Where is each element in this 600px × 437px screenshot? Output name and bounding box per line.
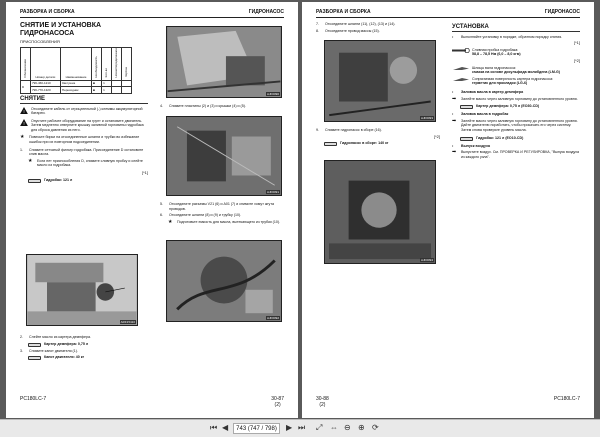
page-footer — [20, 396, 284, 412]
damper-capacity-note: Картер демпфера: 0,75 л — [28, 342, 148, 347]
header-section: РАЗБОРКА И СБОРКА — [20, 9, 75, 15]
page-header — [316, 8, 580, 18]
header-topic: ГИДРОНАСОС — [544, 9, 580, 15]
step-1: 1. Снимите сетчатый фильтр гидробака. Присоединение D остановите слив масла. — [20, 147, 144, 157]
tank-capacity-note: Гидробак: 121 л — [28, 178, 148, 183]
page-header — [20, 8, 284, 18]
tank-icon — [28, 179, 41, 183]
reference-mark: [*2] — [433, 133, 440, 139]
star-icon: ★ — [28, 157, 33, 164]
fill-tank-heading: • Заливка масла в гидробак — [452, 112, 509, 117]
page-number: 30-87 (2) — [271, 396, 284, 408]
install-general: • Выполняйте установку в порядке, обратном порядку снятия. — [452, 34, 563, 39]
prev-page-icon[interactable]: ◀ — [222, 423, 229, 432]
warning-icon — [20, 107, 28, 114]
photo-code: AJF0094 — [420, 258, 433, 262]
fill-tank-step: ➡ Залейте масло через заливную горловину до установленного уровня. Дайте двигателю поработать, чтобы прокачать его через систему. Затем снова проверьте уровень масла. — [452, 117, 578, 132]
damper-icon — [28, 343, 41, 347]
reference-mark: [*1] — [573, 40, 580, 46]
fill-tank-note: Гидробак: 121 л (EO10-CD) — [460, 136, 580, 141]
arrow-icon: ➡ — [452, 149, 457, 156]
drain-photo — [26, 254, 138, 326]
covers-diagram — [167, 117, 281, 195]
reference-mark: [*1] — [141, 170, 148, 176]
step-5: 5. Отсоедините разъемы V21 (6) и A01 (7) и снимите хомут жгута проводов. — [160, 202, 274, 211]
warning-icon — [20, 119, 28, 126]
fill-damper-note: Картер демпфера: 0,75 л (EO30-CD) — [460, 104, 580, 109]
photo-code: AJF0093 — [420, 116, 433, 120]
model-code: PC180LC-7 — [553, 396, 580, 402]
fit-width-icon[interactable]: ⇔ — [330, 423, 338, 432]
photo-code: ARF15410 — [120, 320, 135, 324]
page-footer — [316, 396, 580, 412]
spline-grease: Шлицы вала гидронасоса: смазка на основе дисульфида молибдена (LM-G) — [452, 66, 580, 75]
fill-damper-heading: • Заливка масла в картер демпфера — [452, 89, 524, 94]
model-code: PC180LC-7 — [20, 396, 47, 402]
installation-heading: УСТАНОВКА — [452, 25, 580, 32]
step-4-block — [160, 104, 284, 111]
hood-weight-note: Капот двигателя: 40 кг — [28, 355, 148, 360]
hoses-diagram — [167, 241, 281, 321]
note-plug: ★ Если нет приспособления D, снимите сливную пробку и слейте масло из гидробака. — [28, 157, 143, 168]
star-icon: ★ — [168, 218, 173, 225]
pump-weight-note: Гидронасос в сборе: 140 кг — [324, 141, 440, 146]
next-page-icon[interactable]: ▶ — [286, 423, 293, 432]
surface-sealant: Сопрягаемая поверхность картера гидронасоса: герметик для прокладок (LG-6) — [452, 77, 580, 86]
hood-photo — [166, 26, 282, 98]
weight-icon — [28, 356, 41, 360]
pump-photo — [324, 160, 436, 264]
air-bleed-heading: • Выпуск воздуха — [452, 143, 491, 148]
arrow-icon: ➡ — [452, 117, 457, 124]
svg-text:!: ! — [23, 120, 25, 126]
pump-diagram — [325, 161, 435, 263]
header-topic: ГИДРОНАСОС — [248, 9, 284, 15]
arrow-icon: ➡ — [452, 95, 457, 102]
page-number: 30-88 (2) — [316, 396, 329, 408]
grease-icon — [452, 66, 470, 71]
left-text-column — [20, 22, 148, 185]
drain-torque: Сливная пробка гидробака: 58,8 – 78,5 Нм (6,0 – 8,0 кгм) — [452, 48, 580, 57]
rotate-icon[interactable]: ⟳ — [372, 423, 379, 432]
step-2: 2. Слейте масло из картера демпфера. — [20, 335, 91, 339]
fit-page-icon[interactable]: ⤢ — [316, 423, 323, 432]
ground-wire-photo — [324, 40, 436, 122]
damper-icon — [460, 105, 473, 109]
note-oil-container: ★ Подготовьте емкость для масла, вытекающего из трубки (10). — [168, 218, 281, 225]
tools-table: Обозначение Номер детали Наименование Необходимость Кол-во Новое/переделанное Чертеж D 796-460-1210 Заглушка ■ 1 796-770-1320 Переходник ■ 1 — [20, 47, 132, 94]
hood-diagram — [167, 27, 281, 97]
zoom-in-icon[interactable]: ⊕ — [358, 423, 365, 432]
step-9-block — [316, 128, 440, 148]
photo-code: AJF0092 — [266, 316, 279, 320]
warning-pressure: ! Опустите рабочее оборудование на грунт и остановите двигатель. Затем медленно отверните крышку заливной горловины гидробака для сброса давления из него. — [20, 119, 148, 133]
photo-code: AJF0090 — [266, 92, 279, 96]
step-8: 8. Отсоедините провод массы (15). — [316, 28, 380, 33]
ground-wire-diagram — [325, 41, 435, 121]
fill-damper-step: ➡ Залейте масло через заливную горловину до установленного уровня. — [452, 95, 578, 102]
tools-heading: ПРИСПОСОБЛЕНИЯ — [20, 39, 60, 44]
installation-column — [452, 22, 580, 162]
step-7: 7. Отсоедините шланги (11), (12), (13) и (14). — [316, 22, 396, 26]
covers-photo — [166, 116, 282, 196]
right-steps-top — [316, 22, 440, 35]
warning-battery: ! Отсоедините кабель от отрицательной (-) клеммы аккумуляторной батареи. — [20, 107, 148, 116]
step-6: 6. Отсоедините шланги (8) и (9) и трубку (10). — [160, 213, 242, 218]
hoses-photo — [166, 240, 282, 322]
wrench-icon — [452, 48, 470, 53]
viewer-toolbar — [0, 419, 600, 437]
step-4: 4. Снимите пластины (2) и (3) и крышки (4) и (5). — [160, 104, 246, 108]
table-row: D 796-460-1210 Заглушка ■ 1 — [21, 80, 132, 87]
header-section: РАЗБОРКА И СБОРКА — [316, 9, 371, 15]
last-page-icon[interactable]: ⏭ — [298, 423, 306, 432]
page-title: СНЯТИЕ И УСТАНОВКА ГИДРОНАСОСА — [20, 22, 102, 37]
svg-text:!: ! — [23, 108, 25, 114]
air-bleed-step: ➡ Выпустите воздух. См. ПРОВЕРКА И РЕГУЛИРОВКА, "Выпуск воздуха из каждого узла". — [452, 149, 580, 159]
photo-code: AJF0091 — [266, 190, 279, 194]
note-tags: ★ Повесьте бирки на отсоединенные шланги и трубки во избежание ошибок при их повторном подсоединении. — [20, 134, 140, 145]
sealant-icon — [452, 77, 470, 82]
weight-icon — [324, 142, 337, 146]
steps-5-6-block — [160, 202, 284, 227]
removal-heading: СНЯТИЕ — [20, 97, 148, 104]
star-icon: ★ — [20, 134, 25, 141]
first-page-icon[interactable]: ⏮ — [210, 423, 218, 432]
right-page — [302, 2, 594, 418]
drain-diagram — [27, 255, 137, 325]
step-3: 3. Снимите капот двигателя (1). — [20, 348, 78, 353]
reference-mark: [*2] — [573, 57, 580, 63]
zoom-out-icon[interactable]: ⊖ — [344, 423, 351, 432]
page-number-input[interactable]: 743 (747 / 798) — [233, 423, 280, 434]
tank-icon — [460, 137, 473, 141]
table-row: 796-770-1320 Переходник ■ 1 — [21, 87, 132, 94]
left-page — [6, 2, 298, 418]
left-bottom-steps — [20, 335, 148, 362]
step-9: 9. Снимите гидронасос в сборе (16). — [316, 128, 382, 132]
